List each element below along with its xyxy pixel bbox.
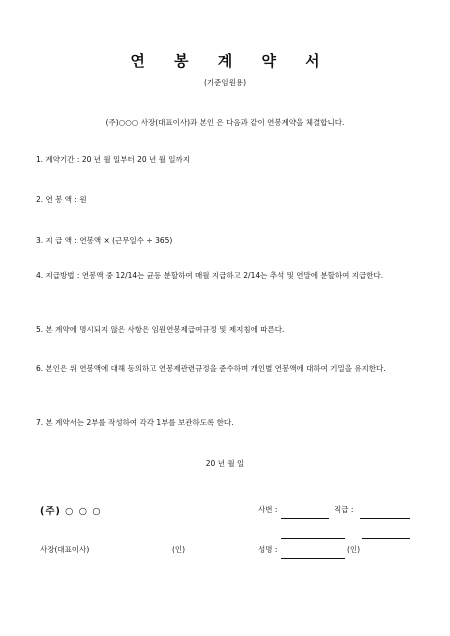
ceo-seal-mark: (인) xyxy=(172,545,186,554)
clause-copies: 7. 본 계약서는 2부를 작성하여 각각 1부를 보관하도록 한다. xyxy=(36,418,234,427)
clause-confidentiality: 6. 본인은 위 연봉액에 대해 동의하고 연봉제관련규정을 준수하며 개인별 연봉액에 대하여 기밀을 유지한다. xyxy=(36,364,386,373)
ceo-label: 사장(대표이사) xyxy=(40,545,90,554)
contract-date: 20 년 월 일 xyxy=(205,459,245,468)
name-label: 성명 : xyxy=(258,545,278,554)
position-field[interactable] xyxy=(360,518,410,519)
name-field[interactable] xyxy=(281,558,345,559)
clause-payment-amount: 3. 지 급 액 : 연봉액 × (근무일수 ÷ 365) xyxy=(36,236,173,245)
signature-rule-right xyxy=(362,538,410,539)
document-subtitle: (기준임원용) xyxy=(203,78,247,87)
clause-annual-salary: 2. 연 봉 액 : 원 xyxy=(36,195,87,204)
company-name: (주) ○ ○ ○ xyxy=(40,506,102,517)
intro-paragraph: (주)○○○ 사장(대표이사)과 본인 은 다음과 같이 연봉계약을 체결합니다. xyxy=(105,118,345,127)
employee-id-label: 사번 : xyxy=(258,505,278,514)
clause-payment-method: 4. 지급방법 : 연봉액 중 12/14는 균등 분할하여 매월 지급하고 2/14는 추석 및 연말에 분할하여 지급한다. xyxy=(36,271,384,280)
clause-unspecified-matters: 5. 본 계약에 명시되지 않은 사항은 임원연봉제급여규정 및 제지침에 따른다. xyxy=(36,325,285,334)
position-label: 직급 : xyxy=(334,505,354,514)
document-title: 연 봉 계 약 서 xyxy=(130,52,332,70)
signature-rule-left xyxy=(281,538,345,539)
name-seal-mark: (인) xyxy=(347,545,361,554)
clause-contract-period: 1. 계약기간 : 20 년 월 일부터 20 년 월 일까지 xyxy=(36,155,191,164)
employee-id-field[interactable] xyxy=(281,518,329,519)
